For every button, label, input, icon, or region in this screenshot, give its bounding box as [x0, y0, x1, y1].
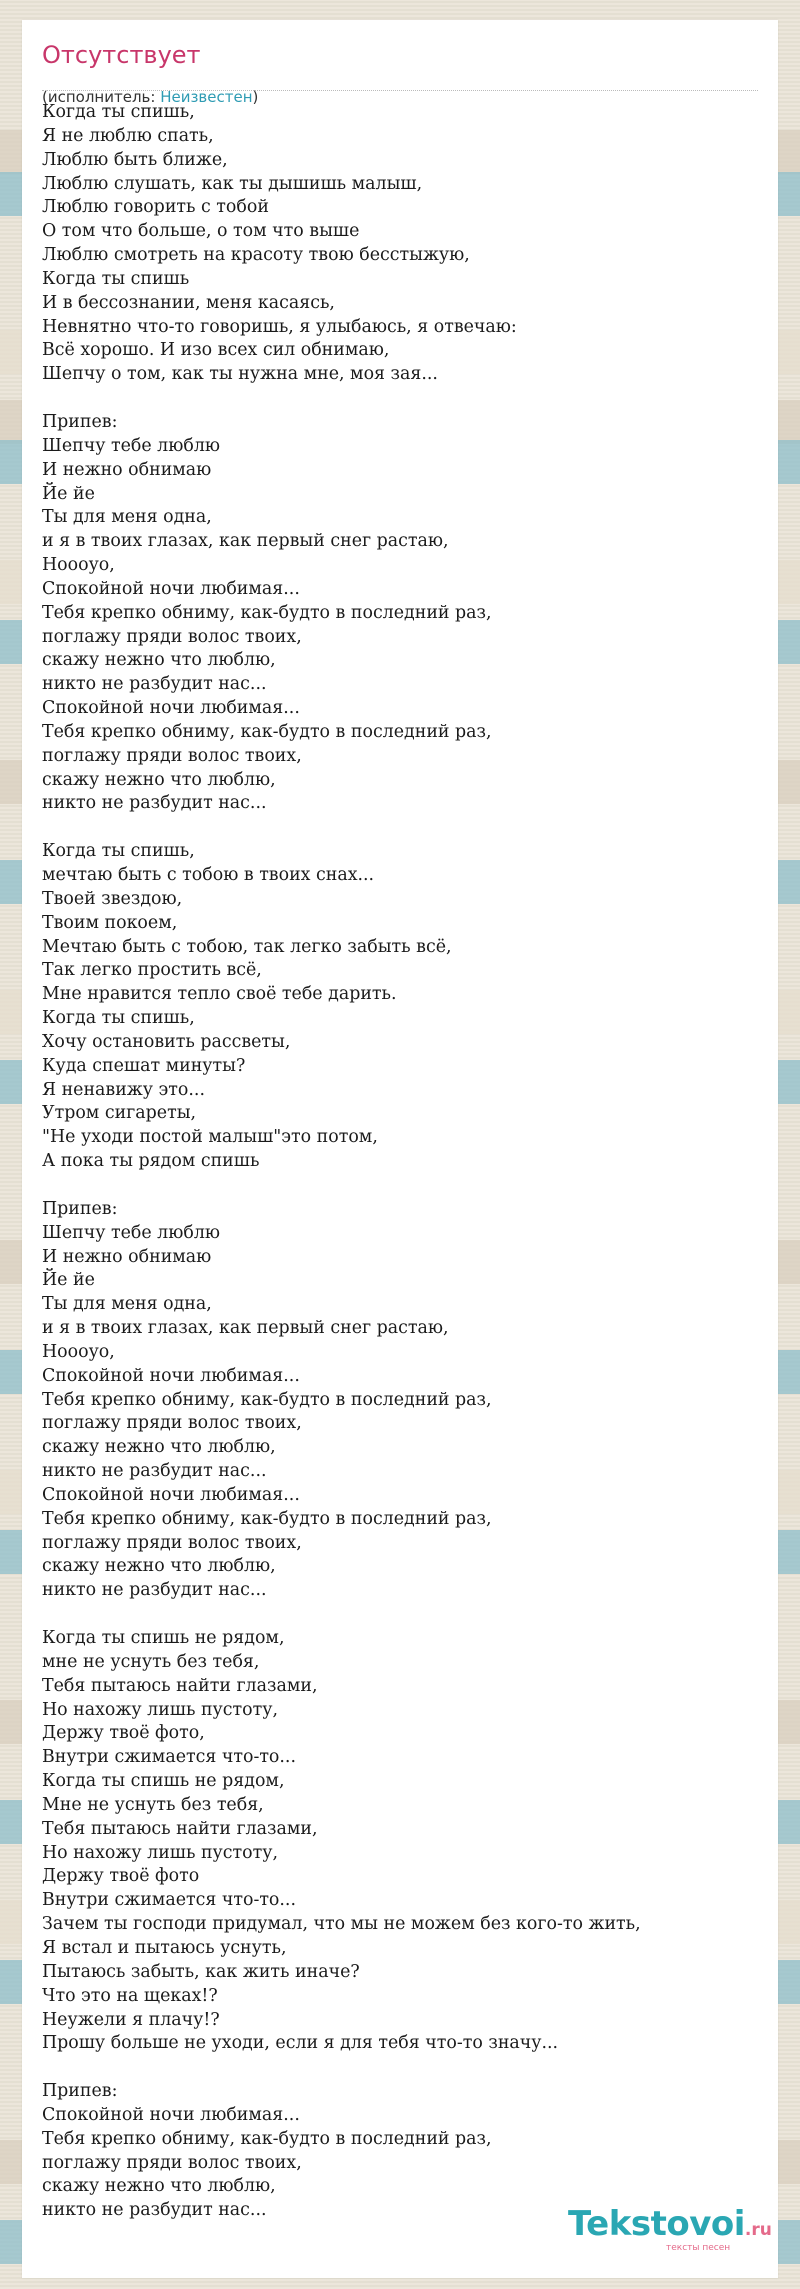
- logo-suffix: .ru: [744, 2220, 772, 2240]
- lyric-line: поглажу пряди волос твоих,: [42, 1413, 302, 1434]
- stanza-break: [42, 387, 762, 411]
- site-logo[interactable]: [568, 2204, 772, 2260]
- lyric-line: Невнятно что-то говоришь, я улыбаюсь, я отвечаю:: [42, 316, 517, 337]
- lyric-line: Пытаюсь забыть, как жить иначе?: [42, 1961, 360, 1982]
- lyric-line: скажу нежно что люблю,: [42, 1437, 276, 1458]
- lyric-line: Когда ты спишь,: [42, 1008, 195, 1029]
- lyric-line: Твоим покоем,: [42, 912, 178, 933]
- lyric-line: Припев:: [42, 1198, 118, 1219]
- lyric-line: Шепчу тебе люблю: [42, 435, 221, 456]
- lyrics-text: [42, 101, 762, 2223]
- lyric-line: Когда ты спишь,: [42, 841, 195, 862]
- lyric-line: никто не разбудит нас...: [42, 674, 267, 695]
- lyric-line: Йе йе: [42, 1270, 95, 1291]
- lyric-line: мечтаю быть с тобою в твоих снах...: [42, 865, 375, 885]
- lyric-line: Когда ты спишь не рядом,: [42, 1628, 285, 1648]
- lyric-line: И нежно обнимаю: [42, 459, 212, 480]
- artist-prefix: (исполнитель:: [42, 88, 161, 106]
- lyric-line: Тебя пытаюсь найти глазами,: [42, 1675, 318, 1696]
- lyric-line: Я ненавижу это...: [42, 1079, 205, 1100]
- lyric-line: никто не разбудит нас...: [42, 2200, 267, 2221]
- lyric-line: скажу нежно что люблю,: [42, 650, 276, 671]
- lyric-line: Держу твоё фото,: [42, 1723, 205, 1744]
- lyric-line: Тебя крепко обниму, как-будто в последний раз,: [42, 1389, 492, 1410]
- lyric-line: Ноооуо,: [42, 1341, 115, 1362]
- lyric-line: Всё хорошо. И изо всех сил обнимаю,: [42, 340, 390, 361]
- lyric-line: Припев:: [42, 411, 118, 432]
- lyric-line: Тебя крепко обниму, как-будто в последний раз,: [42, 1508, 492, 1529]
- lyric-line: никто не разбудит нас...: [42, 1461, 267, 1482]
- lyric-line: Но нахожу лишь пустоту,: [42, 1699, 278, 1720]
- lyric-line: скажу нежно что люблю,: [42, 2176, 276, 2197]
- lyric-line: Так легко простить всё,: [42, 960, 262, 981]
- logo-main-text: Tekstovoi: [568, 2204, 745, 2244]
- stanza-break: [42, 1174, 762, 1198]
- lyric-line: Когда ты спишь: [42, 268, 190, 289]
- lyric-line: Куда спешат минуты?: [42, 1055, 246, 1076]
- lyric-line: скажу нежно что люблю,: [42, 1556, 276, 1577]
- lyric-line: никто не разбудит нас...: [42, 793, 267, 814]
- lyric-line: О том что больше, о том что выше: [42, 221, 360, 242]
- lyric-line: никто не разбудит нас...: [42, 1580, 267, 1601]
- lyric-line: Шепчу о том, как ты нужна мне, моя зая...: [42, 364, 438, 385]
- lyric-line: Люблю слушать, как ты дышишь малыш,: [42, 173, 423, 194]
- lyric-line: И нежно обнимаю: [42, 1246, 212, 1267]
- lyric-line: и я в твоих глазах, как первый снег растаю,: [42, 1318, 449, 1339]
- lyric-line: Припев:: [42, 2081, 118, 2102]
- lyric-line: Неужели я плачу!?: [42, 2009, 220, 2030]
- lyric-line: Ты для меня одна,: [42, 1294, 212, 1315]
- lyric-line: Люблю быть ближе,: [42, 149, 228, 170]
- lyric-line: Спокойной ночи любимая...: [42, 698, 300, 719]
- stanza-break: [42, 2056, 762, 2080]
- lyric-line: Ты для меня одна,: [42, 507, 212, 528]
- song-title: Отсутствует: [42, 41, 201, 69]
- lyric-line: Йе йе: [42, 483, 95, 504]
- lyrics-card: [22, 20, 778, 2278]
- lyric-line: Хочу остановить рассветы,: [42, 1031, 291, 1052]
- stanza-break: [42, 816, 762, 840]
- lyric-line: Ноооуо,: [42, 555, 115, 576]
- lyric-line: Мне не уснуть без тебя,: [42, 1794, 264, 1815]
- lyric-line: И в бессознании, меня касаясь,: [42, 292, 335, 313]
- song-header: [42, 40, 758, 110]
- lyric-line: Зачем ты господи придумал, что мы не можем без кого-то жить,: [42, 1914, 641, 1935]
- lyric-line: Мечтаю быть с тобою, так легко забыть всё,: [42, 936, 452, 957]
- lyric-line: поглажу пряди волос твоих,: [42, 745, 302, 766]
- logo-tagline: тексты песен: [666, 2243, 731, 2253]
- lyric-line: Спокойной ночи любимая...: [42, 1484, 300, 1505]
- lyric-line: Спокойной ночи любимая...: [42, 1365, 300, 1386]
- lyric-line: Тебя крепко обниму, как-будто в последний раз,: [42, 721, 492, 742]
- header-divider: [42, 90, 758, 91]
- lyric-line: Я встал и пытаюсь уснуть,: [42, 1937, 287, 1958]
- lyric-line: и я в твоих глазах, как первый снег растаю,: [42, 531, 449, 552]
- lyric-line: Держу твоё фото: [42, 1866, 200, 1887]
- stanza-break: [42, 1603, 762, 1627]
- lyric-line: Твоей звездою,: [42, 888, 183, 909]
- lyric-line: Спокойной ночи любимая...: [42, 578, 300, 599]
- lyric-line: Я не люблю спать,: [42, 125, 214, 146]
- lyric-line: Что это на щеках!?: [42, 1985, 218, 2006]
- lyric-line: поглажу пряди волос твоих,: [42, 2152, 302, 2173]
- lyric-line: Но нахожу лишь пустоту,: [42, 1842, 278, 1863]
- lyric-line: Прошу больше не уходи, если я для тебя что-то значу...: [42, 2033, 559, 2054]
- lyric-line: Внутри сжимается что-то...: [42, 1890, 296, 1911]
- lyric-line: поглажу пряди волос твоих,: [42, 1532, 302, 1553]
- lyric-line: Шепчу тебе люблю: [42, 1222, 221, 1243]
- lyric-line: Когда ты спишь,: [42, 102, 195, 122]
- lyric-line: А пока ты рядом спишь: [42, 1151, 260, 1172]
- lyric-line: мне не уснуть без тебя,: [42, 1651, 260, 1672]
- artist-link[interactable]: Неизвестен: [160, 88, 253, 106]
- lyric-line: Утром сигареты,: [42, 1103, 197, 1124]
- lyric-line: Спокойной ночи любимая...: [42, 2104, 300, 2125]
- lyric-line: Люблю говорить с тобой: [42, 197, 269, 218]
- artist-suffix: ): [252, 88, 259, 106]
- lyric-line: Тебя пытаюсь найти глазами,: [42, 1818, 318, 1839]
- lyric-line: Тебя крепко обниму, как-будто в последний раз,: [42, 2128, 492, 2149]
- lyric-line: Люблю смотреть на красоту твою бесстыжую,: [42, 245, 470, 266]
- lyric-line: "Не уходи постой малыш"это потом,: [42, 1127, 378, 1148]
- lyric-line: Внутри сжимается что-то...: [42, 1747, 296, 1768]
- lyric-line: поглажу пряди волос твоих,: [42, 626, 302, 647]
- lyric-line: Тебя крепко обниму, как-будто в последний раз,: [42, 602, 492, 623]
- lyric-line: Мне нравится тепло своё тебе дарить.: [42, 984, 397, 1005]
- lyric-line: Когда ты спишь не рядом,: [42, 1771, 285, 1792]
- lyric-line: скажу нежно что люблю,: [42, 769, 276, 790]
